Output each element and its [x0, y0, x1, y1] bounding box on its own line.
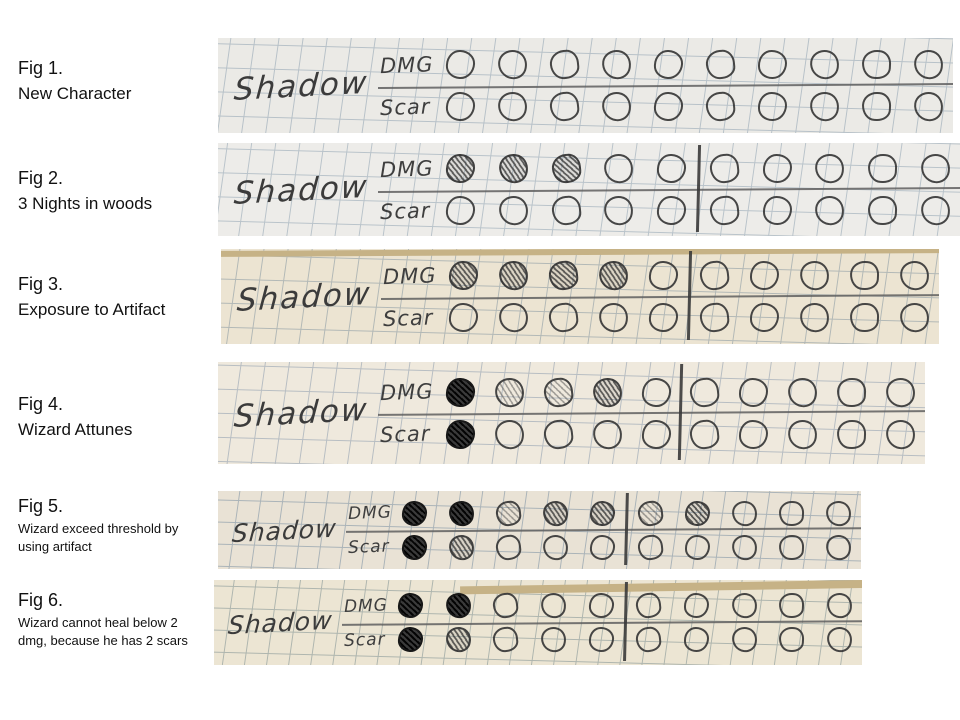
scar-slot — [656, 195, 686, 225]
figure-caption-title: Fig 6. — [18, 590, 64, 610]
scar-label: Scar — [343, 628, 386, 651]
scar-slot — [867, 195, 897, 225]
dmg-slot — [590, 500, 616, 526]
dmg-slot — [750, 261, 779, 290]
dmg-slot — [635, 592, 662, 619]
scar-slot — [445, 91, 475, 121]
dmg-slots — [446, 50, 943, 79]
scar-slots — [402, 535, 851, 560]
dmg-track — [380, 378, 915, 407]
scar-slot — [602, 194, 635, 227]
dmg-label: DMG — [382, 262, 437, 289]
dmg-slot — [849, 260, 879, 290]
dmg-slots — [398, 593, 852, 618]
dmg-slot — [786, 376, 819, 409]
scar-slot — [549, 91, 581, 123]
scar-slot — [685, 535, 710, 560]
photo-strip — [214, 580, 862, 665]
scar-slot — [542, 533, 570, 561]
scar-slot — [636, 533, 663, 560]
dmg-slot — [444, 591, 472, 619]
scar-slot — [495, 533, 522, 560]
dmg-slot — [763, 154, 792, 183]
dmg-label: DMG — [379, 51, 434, 78]
scar-track — [380, 92, 943, 121]
scar-slot — [849, 302, 879, 332]
scar-slot — [898, 301, 931, 334]
dmg-slots — [449, 261, 929, 290]
scar-slots — [449, 303, 929, 332]
figure-caption-text: 3 Nights in woods — [18, 193, 153, 213]
dmg-slot — [779, 592, 805, 618]
scar-slot — [808, 90, 841, 123]
dmg-slot — [445, 153, 475, 183]
dmg-slot — [808, 48, 841, 81]
tracks — [344, 580, 862, 665]
scar-slots — [446, 420, 915, 449]
dmg-slot — [397, 592, 423, 618]
dmg-slot — [636, 499, 663, 526]
dmg-slots — [402, 501, 851, 526]
scar-slot — [698, 302, 730, 334]
dmg-slot — [542, 376, 574, 408]
dmg-slot — [698, 260, 730, 292]
figure-caption-title: Fig 2. — [18, 168, 64, 188]
dmg-slot — [401, 500, 427, 526]
dmg-slot — [867, 153, 897, 183]
scar-slot — [539, 625, 567, 653]
scar-slot — [763, 196, 792, 225]
dmg-slot — [649, 260, 679, 290]
scar-slot — [912, 90, 945, 123]
scar-slot — [600, 90, 633, 123]
dmg-slot — [496, 48, 529, 81]
scar-slot — [445, 419, 475, 449]
scar-track — [383, 303, 929, 332]
tracks — [383, 249, 939, 344]
character-name: Shadow — [232, 64, 370, 108]
dmg-track — [344, 593, 852, 618]
scar-slot — [444, 625, 472, 653]
scar-slot — [496, 90, 529, 123]
scar-slot — [447, 533, 475, 561]
dmg-slot — [542, 499, 570, 527]
scar-label: Scar — [347, 536, 390, 558]
scar-slot — [689, 418, 721, 450]
scar-slots — [446, 92, 943, 121]
dmg-slot — [898, 259, 931, 292]
dmg-slot — [758, 50, 787, 79]
scar-slot — [550, 195, 582, 227]
figure-caption-lines — [18, 614, 188, 652]
dmg-slot — [912, 48, 945, 81]
dmg-slot — [684, 593, 709, 618]
dmg-slot — [550, 153, 582, 185]
dmg-slot — [884, 376, 917, 409]
scar-label: Scar — [379, 93, 431, 120]
scar-slot — [548, 302, 580, 334]
scar-slot — [708, 195, 740, 227]
tracks — [380, 38, 953, 133]
figure-caption-text: New Character — [18, 83, 132, 103]
scar-slot — [588, 626, 614, 652]
dmg-slot — [602, 152, 635, 185]
scar-slot — [705, 91, 737, 123]
scar-slot — [778, 534, 804, 560]
figure-caption-text: Exposure to Artifact — [18, 299, 166, 319]
dmg-slot — [836, 377, 866, 407]
dmg-slot — [492, 592, 519, 619]
dmg-slot — [824, 499, 852, 527]
dmg-slot — [588, 592, 614, 618]
dmg-slot — [493, 376, 526, 409]
scar-slot — [750, 303, 779, 332]
dmg-slots — [446, 154, 950, 183]
scar-slot — [448, 302, 478, 332]
scar-track — [380, 196, 950, 225]
scar-slot — [591, 418, 624, 451]
dmg-slot — [597, 259, 630, 292]
scar-slot — [493, 418, 526, 451]
dmg-slot — [497, 152, 530, 185]
dmg-slot — [495, 499, 522, 526]
photo-content — [214, 580, 862, 665]
scar-label: Scar — [379, 197, 431, 224]
character-name: Shadow — [232, 168, 370, 212]
scar-slot — [884, 418, 917, 451]
dmg-slot — [656, 153, 686, 183]
dmg-track — [348, 501, 851, 526]
character-name: Shadow — [231, 512, 338, 548]
dmg-slot — [653, 49, 683, 79]
dmg-slot — [778, 500, 804, 526]
dmg-slot — [447, 499, 475, 527]
figure-caption-text: Wizard cannot heal below 2 — [18, 614, 178, 630]
scar-label: Scar — [382, 304, 434, 331]
scar-slot — [739, 420, 768, 449]
scar-track — [348, 535, 851, 560]
pencil-underline — [342, 620, 862, 626]
scar-slot — [798, 301, 831, 334]
dmg-slot — [445, 377, 475, 407]
scar-label: Scar — [379, 421, 431, 448]
dmg-slot — [539, 591, 567, 619]
character-name: Shadow — [235, 275, 373, 319]
scar-slot — [597, 301, 630, 334]
dmg-slot — [705, 49, 737, 81]
character-name: Shadow — [232, 391, 370, 435]
dmg-slot — [919, 152, 952, 185]
scar-track — [380, 420, 915, 449]
dmg-slot — [689, 376, 721, 408]
dmg-slot — [798, 259, 831, 292]
scar-slot — [861, 91, 891, 121]
scar-slots — [398, 627, 852, 652]
dmg-slot — [445, 49, 475, 79]
dmg-track — [383, 261, 929, 290]
character-name: Shadow — [227, 605, 334, 641]
dmg-slot — [600, 48, 633, 81]
scar-slot — [641, 419, 671, 449]
dmg-slot — [730, 499, 758, 527]
dmg-label: DMG — [379, 155, 434, 182]
scar-slot — [497, 301, 530, 334]
dmg-slot — [825, 591, 853, 619]
dmg-slot — [708, 153, 740, 185]
dmg-slots — [446, 378, 915, 407]
scar-slot — [836, 419, 866, 449]
scar-slots — [446, 196, 950, 225]
dmg-slot — [641, 377, 671, 407]
tracks — [380, 143, 960, 236]
dmg-slot — [813, 152, 846, 185]
scar-track — [344, 627, 852, 652]
figure-caption-text: Wizard Attunes — [18, 419, 133, 439]
dmg-slot — [549, 49, 581, 81]
figure-caption-text: using artifact — [18, 539, 92, 555]
scar-slot — [786, 418, 819, 451]
scar-slot — [758, 92, 787, 121]
scar-slot — [653, 91, 683, 121]
figure-caption-text: Wizard exceed threshold by — [18, 520, 179, 536]
dmg-slot — [497, 259, 530, 292]
scar-slot — [445, 195, 475, 225]
dmg-label: DMG — [379, 379, 434, 406]
figure-caption-title: Fig 3. — [18, 274, 64, 294]
dmg-label: DMG — [343, 594, 389, 617]
dmg-slot — [591, 376, 624, 409]
scar-slot — [590, 534, 616, 560]
dmg-slot — [739, 378, 768, 407]
figure-caption-title: Fig 1. — [18, 58, 64, 78]
scar-slot — [813, 194, 846, 227]
scar-slot — [779, 626, 805, 652]
scar-slot — [919, 194, 952, 227]
scar-slot — [684, 627, 709, 652]
scar-slot — [397, 626, 423, 652]
scar-slot — [730, 533, 758, 561]
scar-slot — [492, 626, 519, 653]
figure-caption — [18, 588, 188, 651]
scar-slot — [730, 625, 758, 653]
scar-slot — [825, 625, 853, 653]
scar-slot — [649, 302, 679, 332]
dmg-slot — [861, 49, 891, 79]
dmg-label: DMG — [347, 502, 393, 524]
figure-caption-title: Fig 4. — [18, 394, 64, 414]
figure-caption-text: dmg, because he has 2 scars — [18, 633, 188, 649]
figure-caption-title: Fig 5. — [18, 496, 64, 516]
dmg-slot — [685, 501, 710, 526]
dmg-slot — [448, 260, 478, 290]
dmg-slot — [548, 260, 580, 292]
dmg-slot — [730, 591, 758, 619]
scar-slot — [635, 626, 662, 653]
dmg-track — [380, 50, 943, 79]
scar-slot — [542, 418, 574, 450]
scar-slot — [497, 194, 530, 227]
scar-slot — [824, 533, 852, 561]
dmg-track — [380, 154, 950, 183]
scar-slot — [401, 534, 427, 560]
